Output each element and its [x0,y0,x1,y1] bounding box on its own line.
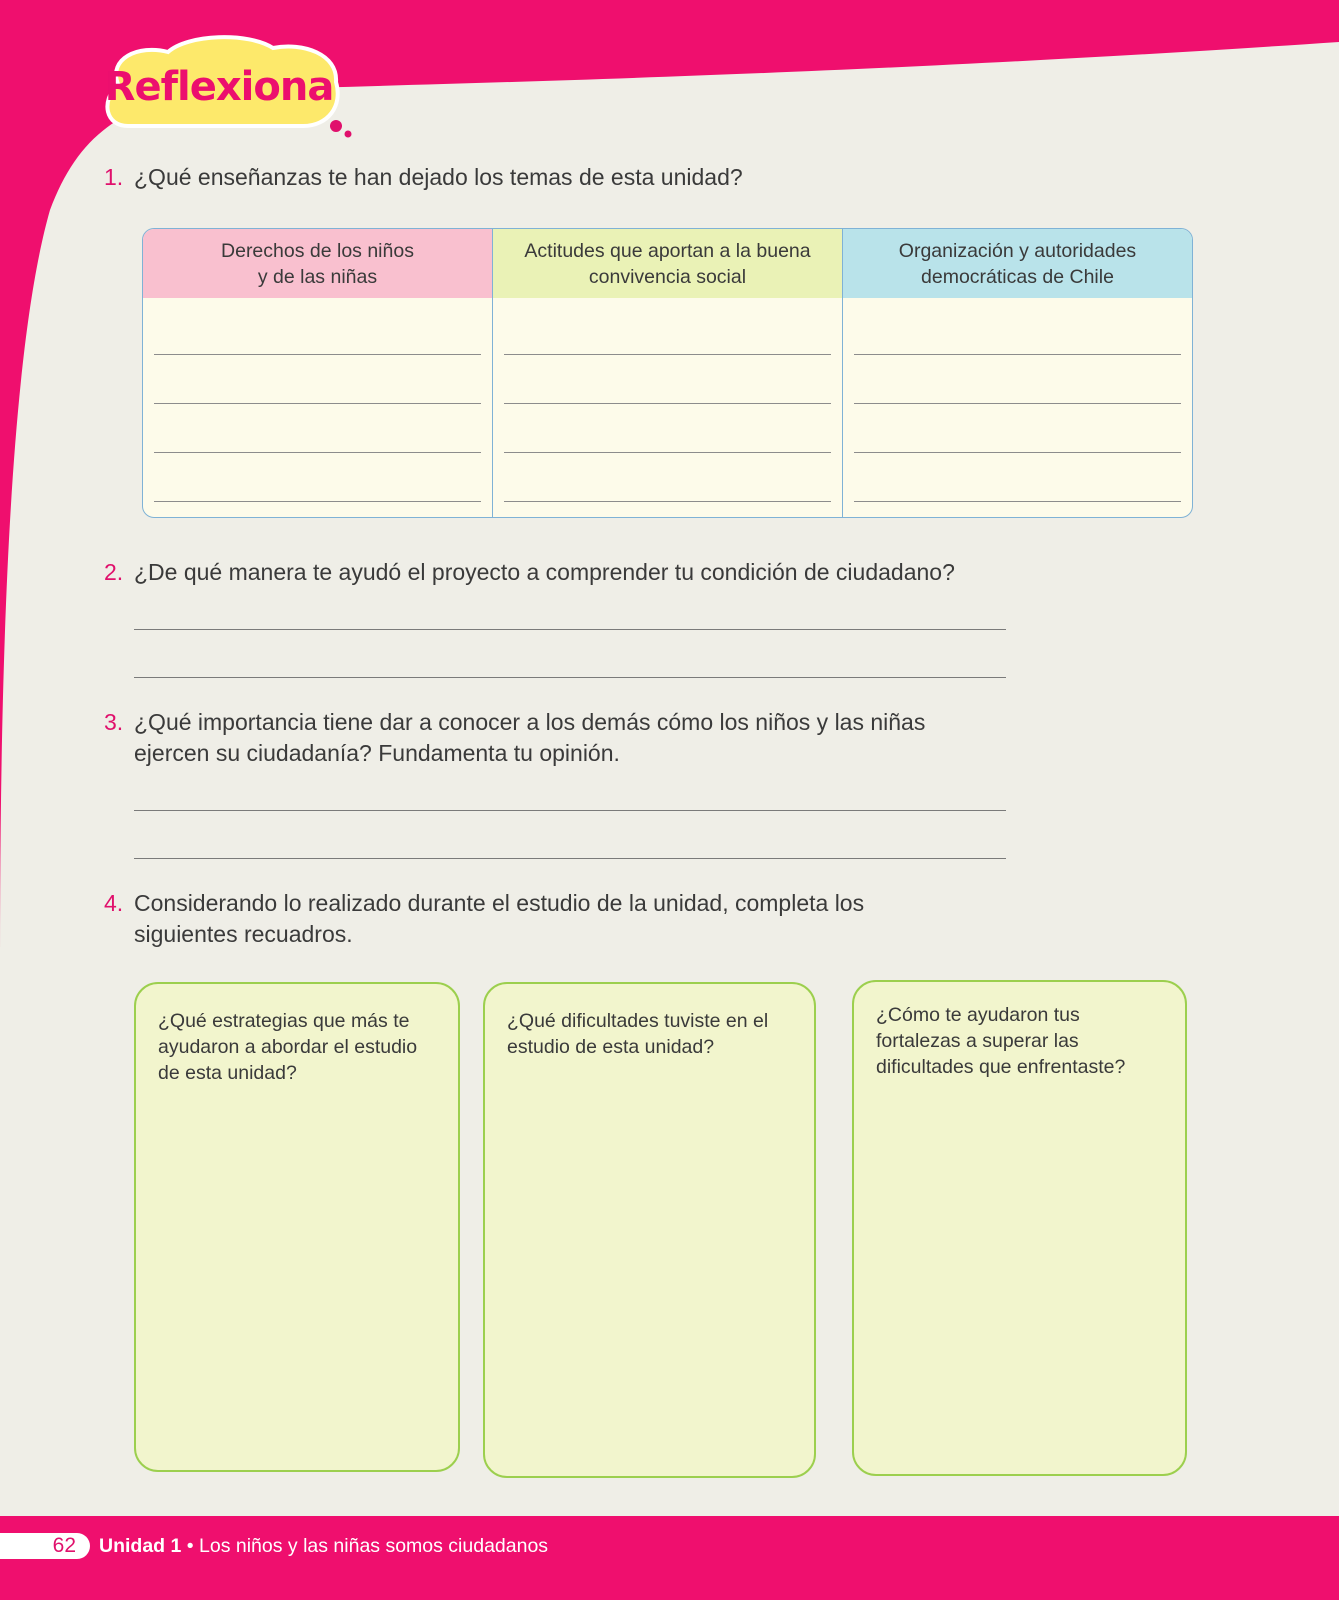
answer-line[interactable] [154,452,481,453]
question-4-number: 4. [104,890,124,916]
footer-bullet: • [186,1535,194,1557]
question-4-text: Considerando lo realizado durante el estudio de la unidad, completa los siguientes recuadros. [134,890,865,947]
difficulties-prompt: ¿Qué dificultades tuviste en el estudio de esta unidad? [507,1010,769,1058]
answer-line[interactable] [854,452,1181,453]
answer-line[interactable] [504,354,831,355]
lessons-table [142,228,1193,518]
answer-line[interactable] [134,858,1006,859]
answer-line[interactable] [154,501,481,502]
answer-line[interactable] [154,354,481,355]
table-column-organization [842,229,1192,517]
answer-line[interactable] [134,629,1006,630]
strategies-prompt: ¿Qué estrategias que más te ayudaron a abordar el estudio de esta unidad? [158,1010,418,1084]
question-2 [104,557,955,588]
footer-unit [99,1533,548,1559]
table-header-organization: Organización y autoridades democráticas de Chile [843,229,1192,298]
question-2-text: ¿De qué manera te ayudó el proyecto a comprender tu condición de ciudadano? [134,559,955,585]
table-header-attitudes: Actitudes que aportan a la buena convivencia social [493,229,842,298]
question-4 [104,888,894,950]
question-3-number: 3. [104,709,124,735]
answer-line[interactable] [134,810,1006,811]
table-header-rights: Derechos de los niños y de las niñas [143,229,492,298]
answer-line[interactable] [854,501,1181,502]
difficulties-box[interactable] [483,982,816,1478]
question-1 [104,162,743,193]
strengths-box[interactable] [852,980,1187,1476]
footer-unit-label: Unidad 1 [99,1535,182,1557]
answer-line[interactable] [504,501,831,502]
answer-line[interactable] [854,403,1181,404]
strengths-prompt: ¿Cómo te ayudaron tus fortalezas a superar las dificultades que enfrentaste? [876,1004,1126,1078]
answer-line[interactable] [134,677,1006,678]
question-1-number: 1. [104,164,124,190]
answer-line[interactable] [504,403,831,404]
question-1-text: ¿Qué enseñanzas te han dejado los temas de esta unidad? [134,164,743,190]
table-column-attitudes [492,229,842,517]
strategies-box[interactable] [134,982,460,1472]
footer-unit-title: Los niños y las niñas somos ciudadanos [199,1535,549,1557]
question-2-number: 2. [104,559,124,585]
question-3-text: ¿Qué importancia tiene dar a conocer a los demás cómo los niños y las niñas ejercen su ciudadanía? Fundamenta tu opinión. [134,709,926,766]
answer-line[interactable] [854,354,1181,355]
answer-line[interactable] [504,452,831,453]
question-3 [104,707,934,769]
answer-line[interactable] [154,403,481,404]
badge-label: Reflexiona [104,64,334,110]
reflexiona-badge [98,34,340,134]
page-number: 62 [0,1533,90,1559]
table-column-rights [143,229,492,517]
